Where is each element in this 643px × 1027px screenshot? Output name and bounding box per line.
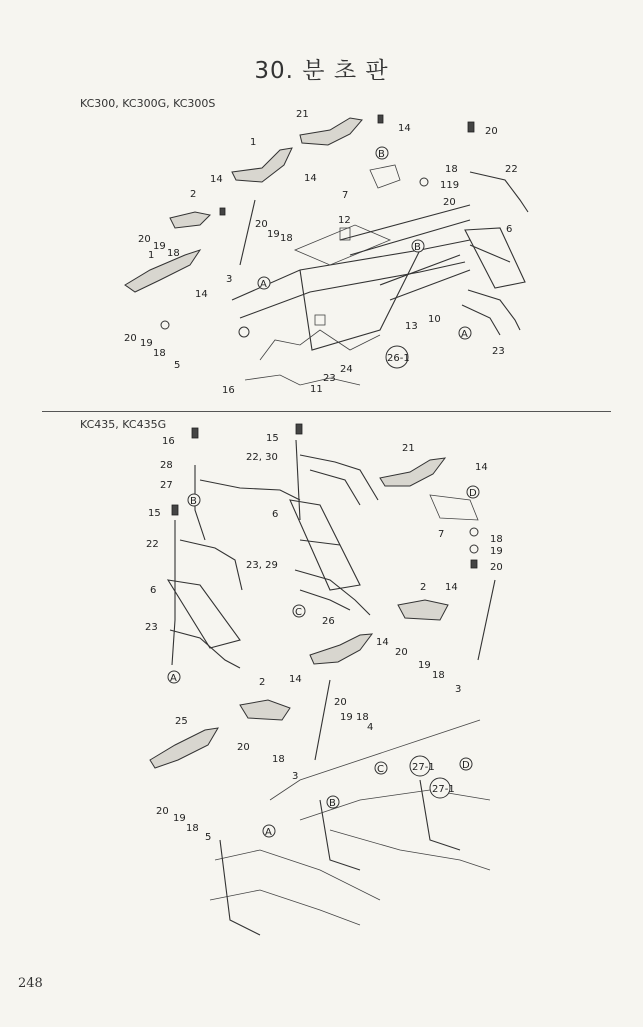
bolt-15 — [296, 424, 302, 434]
callout: 18 — [356, 712, 369, 723]
callout: 6 — [506, 224, 513, 235]
frame-6-cross — [300, 540, 340, 545]
callout: 12 — [338, 215, 351, 226]
callout: 22, 30 — [246, 452, 278, 463]
callout: 18 — [490, 534, 503, 545]
callout: 20 — [485, 126, 498, 137]
washer-19 — [470, 545, 478, 553]
frame-rail — [300, 250, 420, 350]
ref-letter: B — [190, 496, 197, 507]
callout: 19 — [340, 712, 353, 723]
divider-board-21 — [300, 118, 362, 145]
callout: 4 — [367, 722, 374, 733]
bracket-7 — [370, 165, 400, 188]
callout: 20 — [156, 806, 169, 817]
callout: 18 — [167, 248, 180, 259]
wire-22 — [470, 172, 528, 212]
callout: 6 — [272, 509, 279, 520]
callout: 23, 29 — [246, 560, 278, 571]
ref-letter: D — [462, 760, 470, 771]
callout: 14 — [195, 289, 208, 300]
callout: 16 — [162, 436, 175, 447]
frame-rail — [330, 830, 490, 870]
callout: 7 — [342, 190, 349, 201]
callout: 1 — [148, 250, 155, 261]
callout: 10 — [428, 314, 441, 325]
rod-3 — [240, 200, 255, 265]
callout: 19 — [267, 229, 280, 240]
wire-22 — [180, 540, 242, 590]
rod — [340, 205, 470, 240]
ref-letter: D — [469, 488, 477, 499]
callout: 5 — [174, 360, 181, 371]
callout: 20 — [138, 234, 151, 245]
wire-23-29b — [300, 590, 350, 610]
callout: 3 — [292, 771, 299, 782]
callout: 23 — [492, 346, 505, 357]
ref-letter: C — [295, 607, 302, 618]
callout: 18 — [153, 348, 166, 359]
page-number: 248 — [18, 976, 43, 991]
callout: 26 — [322, 616, 335, 627]
callout: 23 — [323, 373, 336, 384]
callout: 14 — [475, 462, 488, 473]
divider-board-lower-1 — [125, 250, 200, 292]
callout: 5 — [205, 832, 212, 843]
callout: 119 — [440, 180, 460, 191]
rod — [380, 255, 460, 285]
divider-board-26 — [310, 634, 372, 664]
callout: 14 — [304, 173, 317, 184]
wire-22-30b — [310, 470, 360, 505]
callout: 21 — [296, 109, 309, 120]
callout: 18 — [445, 164, 458, 175]
callout: 19 — [490, 546, 503, 557]
callout: 11 — [310, 384, 323, 395]
ref-letter: A — [170, 673, 177, 684]
callout: 2 — [259, 677, 266, 688]
bottom-diagram — [145, 424, 503, 935]
model-label-bottom: KC435, KC435G — [80, 418, 167, 431]
ref-letter: A — [265, 827, 272, 838]
ref-letter: C — [377, 764, 384, 775]
frame-6-cross — [470, 245, 510, 262]
frame-edge — [260, 330, 380, 360]
bushing-16 — [239, 327, 249, 337]
callout: 22 — [146, 539, 159, 550]
frame-rail — [215, 850, 380, 900]
callout: 20 — [334, 697, 347, 708]
callout: 18 — [186, 823, 199, 834]
ref-letter: A — [461, 329, 468, 340]
callout: 25 — [175, 716, 188, 727]
page-title: 30. 분 초 판 — [254, 58, 389, 84]
callout: 16 — [222, 385, 235, 396]
frame-rail — [232, 240, 470, 300]
callout: 2 — [420, 582, 427, 593]
ref-letter: A — [260, 279, 267, 290]
callout: 14 — [398, 123, 411, 134]
callout: 27 — [160, 480, 173, 491]
divider-board-2-lower — [240, 700, 290, 720]
frame-post — [320, 800, 360, 870]
callout: 18 — [272, 754, 285, 765]
callout: 22 — [505, 164, 518, 175]
ref-letter: B — [378, 149, 385, 160]
divider-board-2 — [170, 212, 210, 228]
frame-plate — [295, 225, 390, 265]
callout: 20 — [443, 197, 456, 208]
callout: 19 — [173, 813, 186, 824]
callout: 6 — [150, 585, 157, 596]
callout: 27-1 — [432, 784, 455, 795]
bolt-20 — [468, 122, 474, 132]
callout: 20 — [395, 647, 408, 658]
divider-board-2 — [398, 600, 448, 620]
rod-3 — [478, 580, 495, 660]
callout: 19 — [153, 241, 166, 252]
callout: 28 — [160, 460, 173, 471]
callout: 14 — [445, 582, 458, 593]
divider-board-21 — [380, 458, 445, 486]
frame-rail — [240, 262, 465, 318]
callout: 14 — [210, 174, 223, 185]
bolt-20 — [471, 560, 477, 568]
callout: 7 — [438, 529, 445, 540]
wire-23 — [170, 630, 240, 668]
model-label-top: KC300, KC300G, KC300S — [80, 97, 216, 110]
divider-board-25 — [150, 728, 218, 768]
frame-rail — [210, 890, 360, 925]
frame-6-left — [168, 580, 240, 648]
top-diagram — [124, 109, 528, 396]
callout: 26-1 — [387, 353, 410, 364]
callout: 3 — [226, 274, 233, 285]
washer-18 — [420, 178, 428, 186]
callout: 20 — [237, 742, 250, 753]
bolt-14 — [378, 115, 383, 123]
callout: 20 — [124, 333, 137, 344]
frame-edge — [245, 375, 360, 385]
callout: 18 — [280, 233, 293, 244]
wire-22-30 — [300, 455, 378, 500]
callout: 24 — [340, 364, 353, 375]
frame-6 — [465, 228, 525, 288]
wire-27 — [200, 480, 300, 500]
callout: 15 — [148, 508, 161, 519]
ref-letter: B — [329, 798, 336, 809]
callout: 3 — [455, 684, 462, 695]
washer-18 — [470, 528, 478, 536]
bolt-15 — [172, 505, 178, 515]
callout: 15 — [266, 433, 279, 444]
rod-22 — [172, 520, 175, 665]
callout: 14 — [289, 674, 302, 685]
bolt-14 — [220, 208, 225, 215]
rod-22-30 — [296, 440, 300, 520]
callout: 1 — [250, 137, 257, 148]
callout: 27-1 — [412, 762, 435, 773]
callout: 14 — [376, 637, 389, 648]
callout: 13 — [405, 321, 418, 332]
callout: 2 — [190, 189, 197, 200]
callout: 20 — [490, 562, 503, 573]
callout: 21 — [402, 443, 415, 454]
callout: 18 — [432, 670, 445, 681]
callout: 19 — [418, 660, 431, 671]
callout: 19 — [140, 338, 153, 349]
callout: 23 — [145, 622, 158, 633]
washer-18 — [161, 321, 169, 329]
ref-letter: B — [414, 242, 421, 253]
block-24 — [315, 315, 325, 325]
rod-3-lower — [315, 680, 330, 760]
callout: 20 — [255, 219, 268, 230]
frame-6 — [290, 500, 360, 590]
divider-board-1 — [232, 148, 292, 182]
rod — [350, 220, 470, 255]
bolt-16 — [192, 428, 198, 438]
